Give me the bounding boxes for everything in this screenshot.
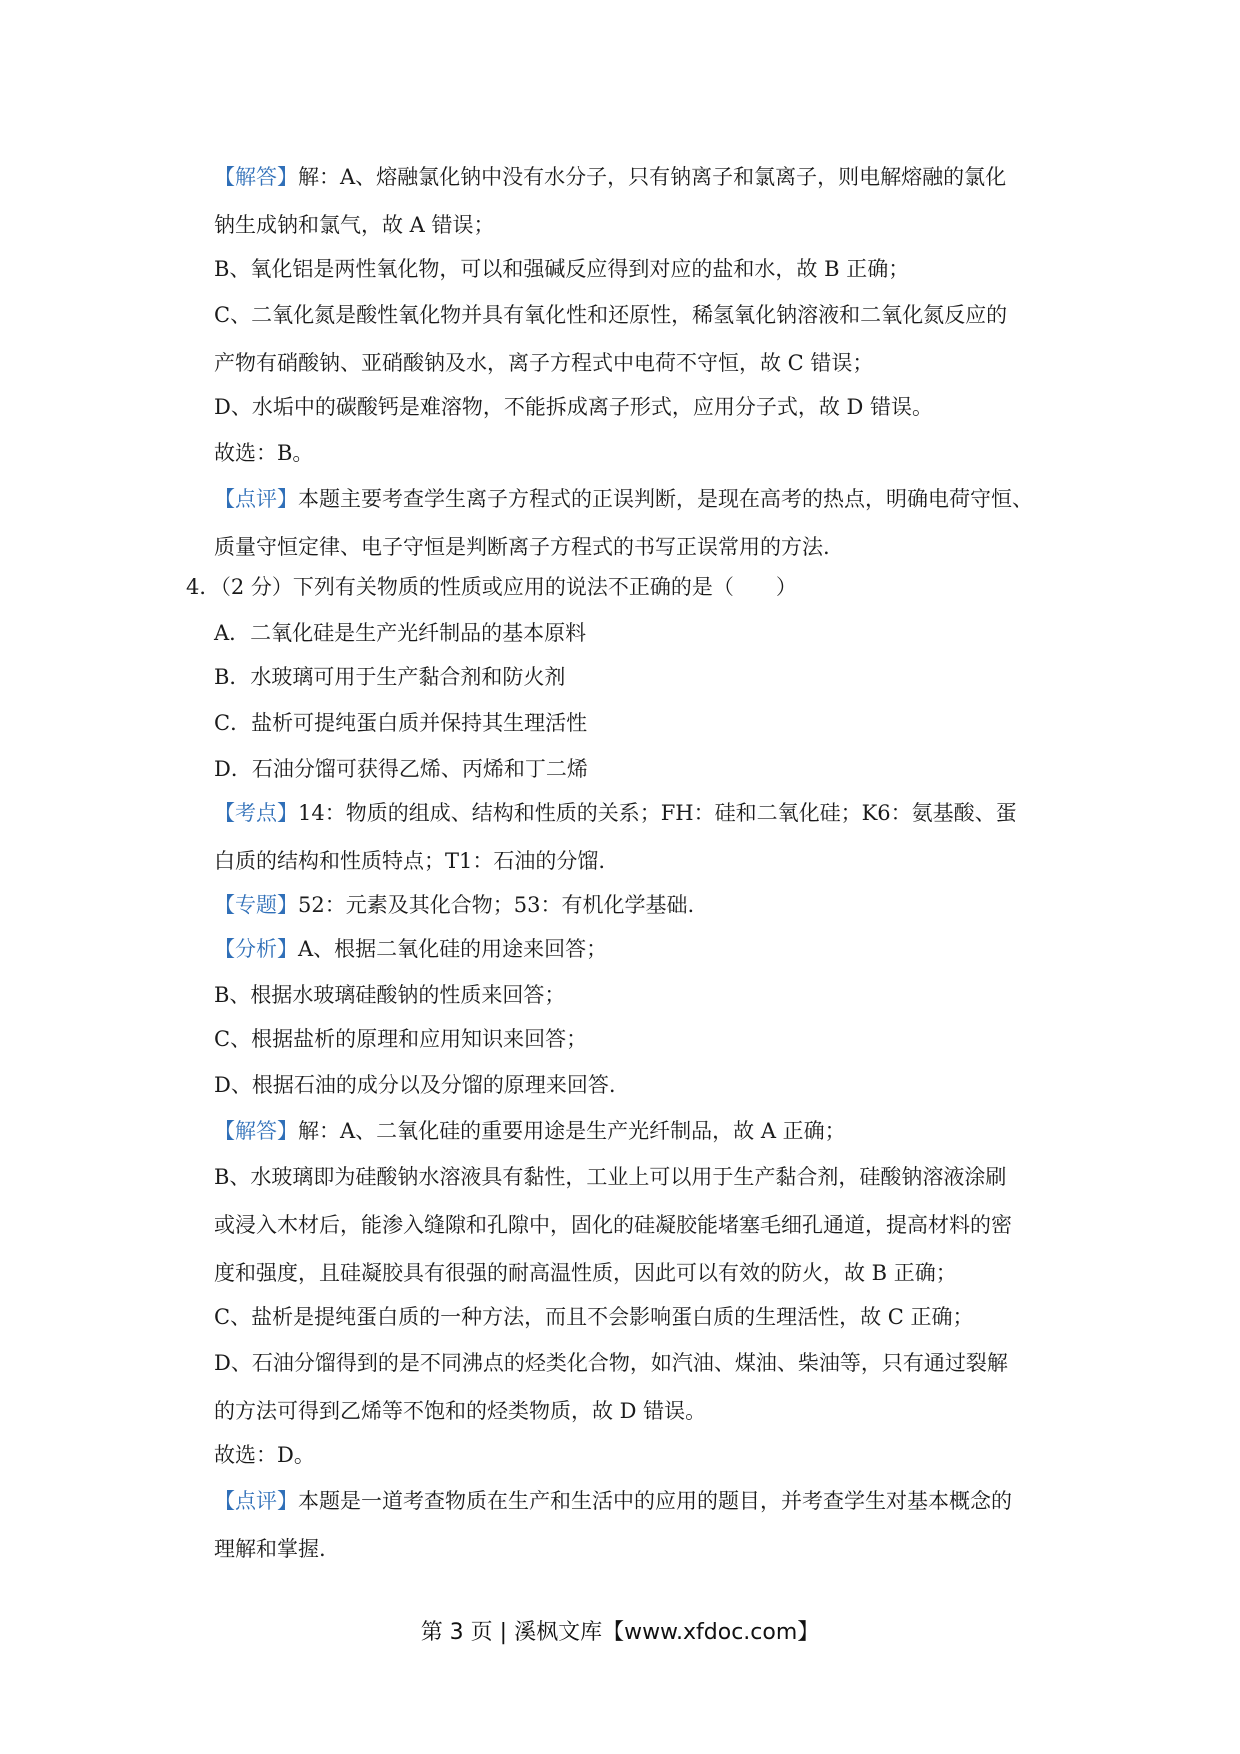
line-text: 故选：D。 xyxy=(214,1443,315,1467)
line-text: C、根据盐析的原理和应用知识来回答； xyxy=(214,1027,588,1051)
text-line xyxy=(214,1302,973,1332)
line-text: C、二氧化氮是酸性氧化物并具有氧化性和还原性，稀氢氧化钠溶液和二氧化氮反应的 xyxy=(214,303,1008,327)
line-text: 理解和掌握. xyxy=(214,1537,326,1561)
section-tag: 【解答】 xyxy=(214,1119,298,1143)
text-line xyxy=(214,1440,315,1470)
text-line xyxy=(214,890,694,920)
text-line xyxy=(214,532,830,562)
line-text: 本题是一道考查物质在生产和生活中的应用的题目，并考查学生对基本概念的 xyxy=(298,1489,1012,1513)
text-line xyxy=(214,484,1033,514)
text-line xyxy=(214,1534,326,1564)
option-c xyxy=(214,708,587,738)
text-line xyxy=(214,1258,957,1288)
line-text: 52：元素及其化合物；53：有机化学基础. xyxy=(298,893,695,917)
option-a xyxy=(214,618,586,648)
text-line xyxy=(214,1348,1008,1378)
line-text: B、氧化铝是两性氧化物，可以和强碱反应得到对应的盐和水，故 B 正确； xyxy=(214,257,910,281)
line-text: 度和强度，且硅凝胶具有很强的耐高温性质，因此可以有效的防火，故 B 正确； xyxy=(214,1261,957,1285)
line-text: 白质的结构和性质特点；T1：石油的分馏. xyxy=(214,849,606,873)
line-text: 4．（2 分）下列有关物质的性质或应用的说法不正确的是（ ） xyxy=(186,575,797,599)
line-text: D．石油分馏可获得乙烯、丙烯和丁二烯 xyxy=(214,757,588,781)
page-footer: 第 3 页 | 溪枫文库【www.xfdoc.com】 xyxy=(420,1620,820,1645)
line-text: B．水玻璃可用于生产黏合剂和防火剂 xyxy=(214,665,566,689)
text-line xyxy=(214,1486,1012,1516)
question-stem xyxy=(186,572,797,602)
line-text: B、水玻璃即为硅酸钠水溶液具有黏性，工业上可以用于生产黏合剂，硅酸钠溶液涂刷 xyxy=(214,1165,1007,1189)
line-text: C、盐析是提纯蛋白质的一种方法，而且不会影响蛋白质的生理活性，故 C 正确； xyxy=(214,1305,974,1329)
text-line xyxy=(214,254,909,284)
text-line xyxy=(214,438,313,468)
line-text: 故选：B。 xyxy=(214,441,314,465)
line-text: 本题主要考查学生离子方程式的正误判断，是现在高考的热点，明确电荷守恒、 xyxy=(298,487,1033,511)
line-text: 或浸入木材后，能渗入缝隙和孔隙中，固化的硅凝胶能堵塞毛细孔通道，提高材料的密 xyxy=(214,1213,1012,1237)
text-line xyxy=(214,980,565,1010)
section-tag: 【考点】 xyxy=(214,801,298,825)
text-line xyxy=(214,1024,587,1054)
line-text: D、石油分馏得到的是不同沸点的烃类化合物，如汽油、煤油、柴油等，只有通过裂解 xyxy=(214,1351,1008,1375)
text-line xyxy=(214,392,933,422)
line-text: 质量守恒定律、电子守恒是判断离子方程式的书写正误常用的方法. xyxy=(214,535,830,559)
line-text: D、水垢中的碳酸钙是难溶物，不能拆成离子形式，应用分子式，故 D 错误。 xyxy=(214,395,934,419)
line-text: B、根据水玻璃硅酸钠的性质来回答； xyxy=(214,983,566,1007)
section-tag: 【点评】 xyxy=(214,1489,298,1513)
text-line xyxy=(214,1162,1006,1192)
text-line xyxy=(214,1116,846,1146)
option-b xyxy=(214,662,565,692)
text-line xyxy=(214,348,873,378)
line-text: 产物有硝酸钠、亚硝酸钠及水，离子方程式中电荷不守恒，故 C 错误； xyxy=(214,351,874,375)
text-line xyxy=(214,798,1017,828)
text-line xyxy=(214,1210,1012,1240)
text-line xyxy=(214,1070,616,1100)
line-text: A、根据二氧化硅的用途来回答； xyxy=(298,937,608,961)
section-tag: 【专题】 xyxy=(214,893,298,917)
line-text: A．二氧化硅是生产光纤制品的基本原料 xyxy=(214,621,587,645)
line-text: D、根据石油的成分以及分馏的原理来回答. xyxy=(214,1073,616,1097)
text-line xyxy=(214,300,1007,330)
text-line xyxy=(214,210,495,240)
line-text: 14：物质的组成、结构和性质的关系；FH：硅和二氧化硅；K6：氨基酸、蛋 xyxy=(298,801,1017,825)
line-text: 解：A、二氧化硅的重要用途是生产光纤制品，故 A 正确； xyxy=(298,1119,846,1143)
section-tag: 【解答】 xyxy=(214,165,298,189)
text-line xyxy=(214,846,605,876)
text-line xyxy=(214,1396,706,1426)
section-tag: 【分析】 xyxy=(214,937,298,961)
section-tag: 【点评】 xyxy=(214,487,298,511)
text-line xyxy=(214,934,607,964)
text-line xyxy=(214,162,1006,192)
line-text: 钠生成钠和氯气，故 A 错误； xyxy=(214,213,495,237)
line-text: C．盐析可提纯蛋白质并保持其生理活性 xyxy=(214,711,588,735)
line-text: 解：A、熔融氯化钠中没有水分子，只有钠离子和氯离子，则电解熔融的氯化 xyxy=(298,165,1007,189)
line-text: 的方法可得到乙烯等不饱和的烃类物质，故 D 错误。 xyxy=(214,1399,707,1423)
option-d xyxy=(214,754,588,784)
